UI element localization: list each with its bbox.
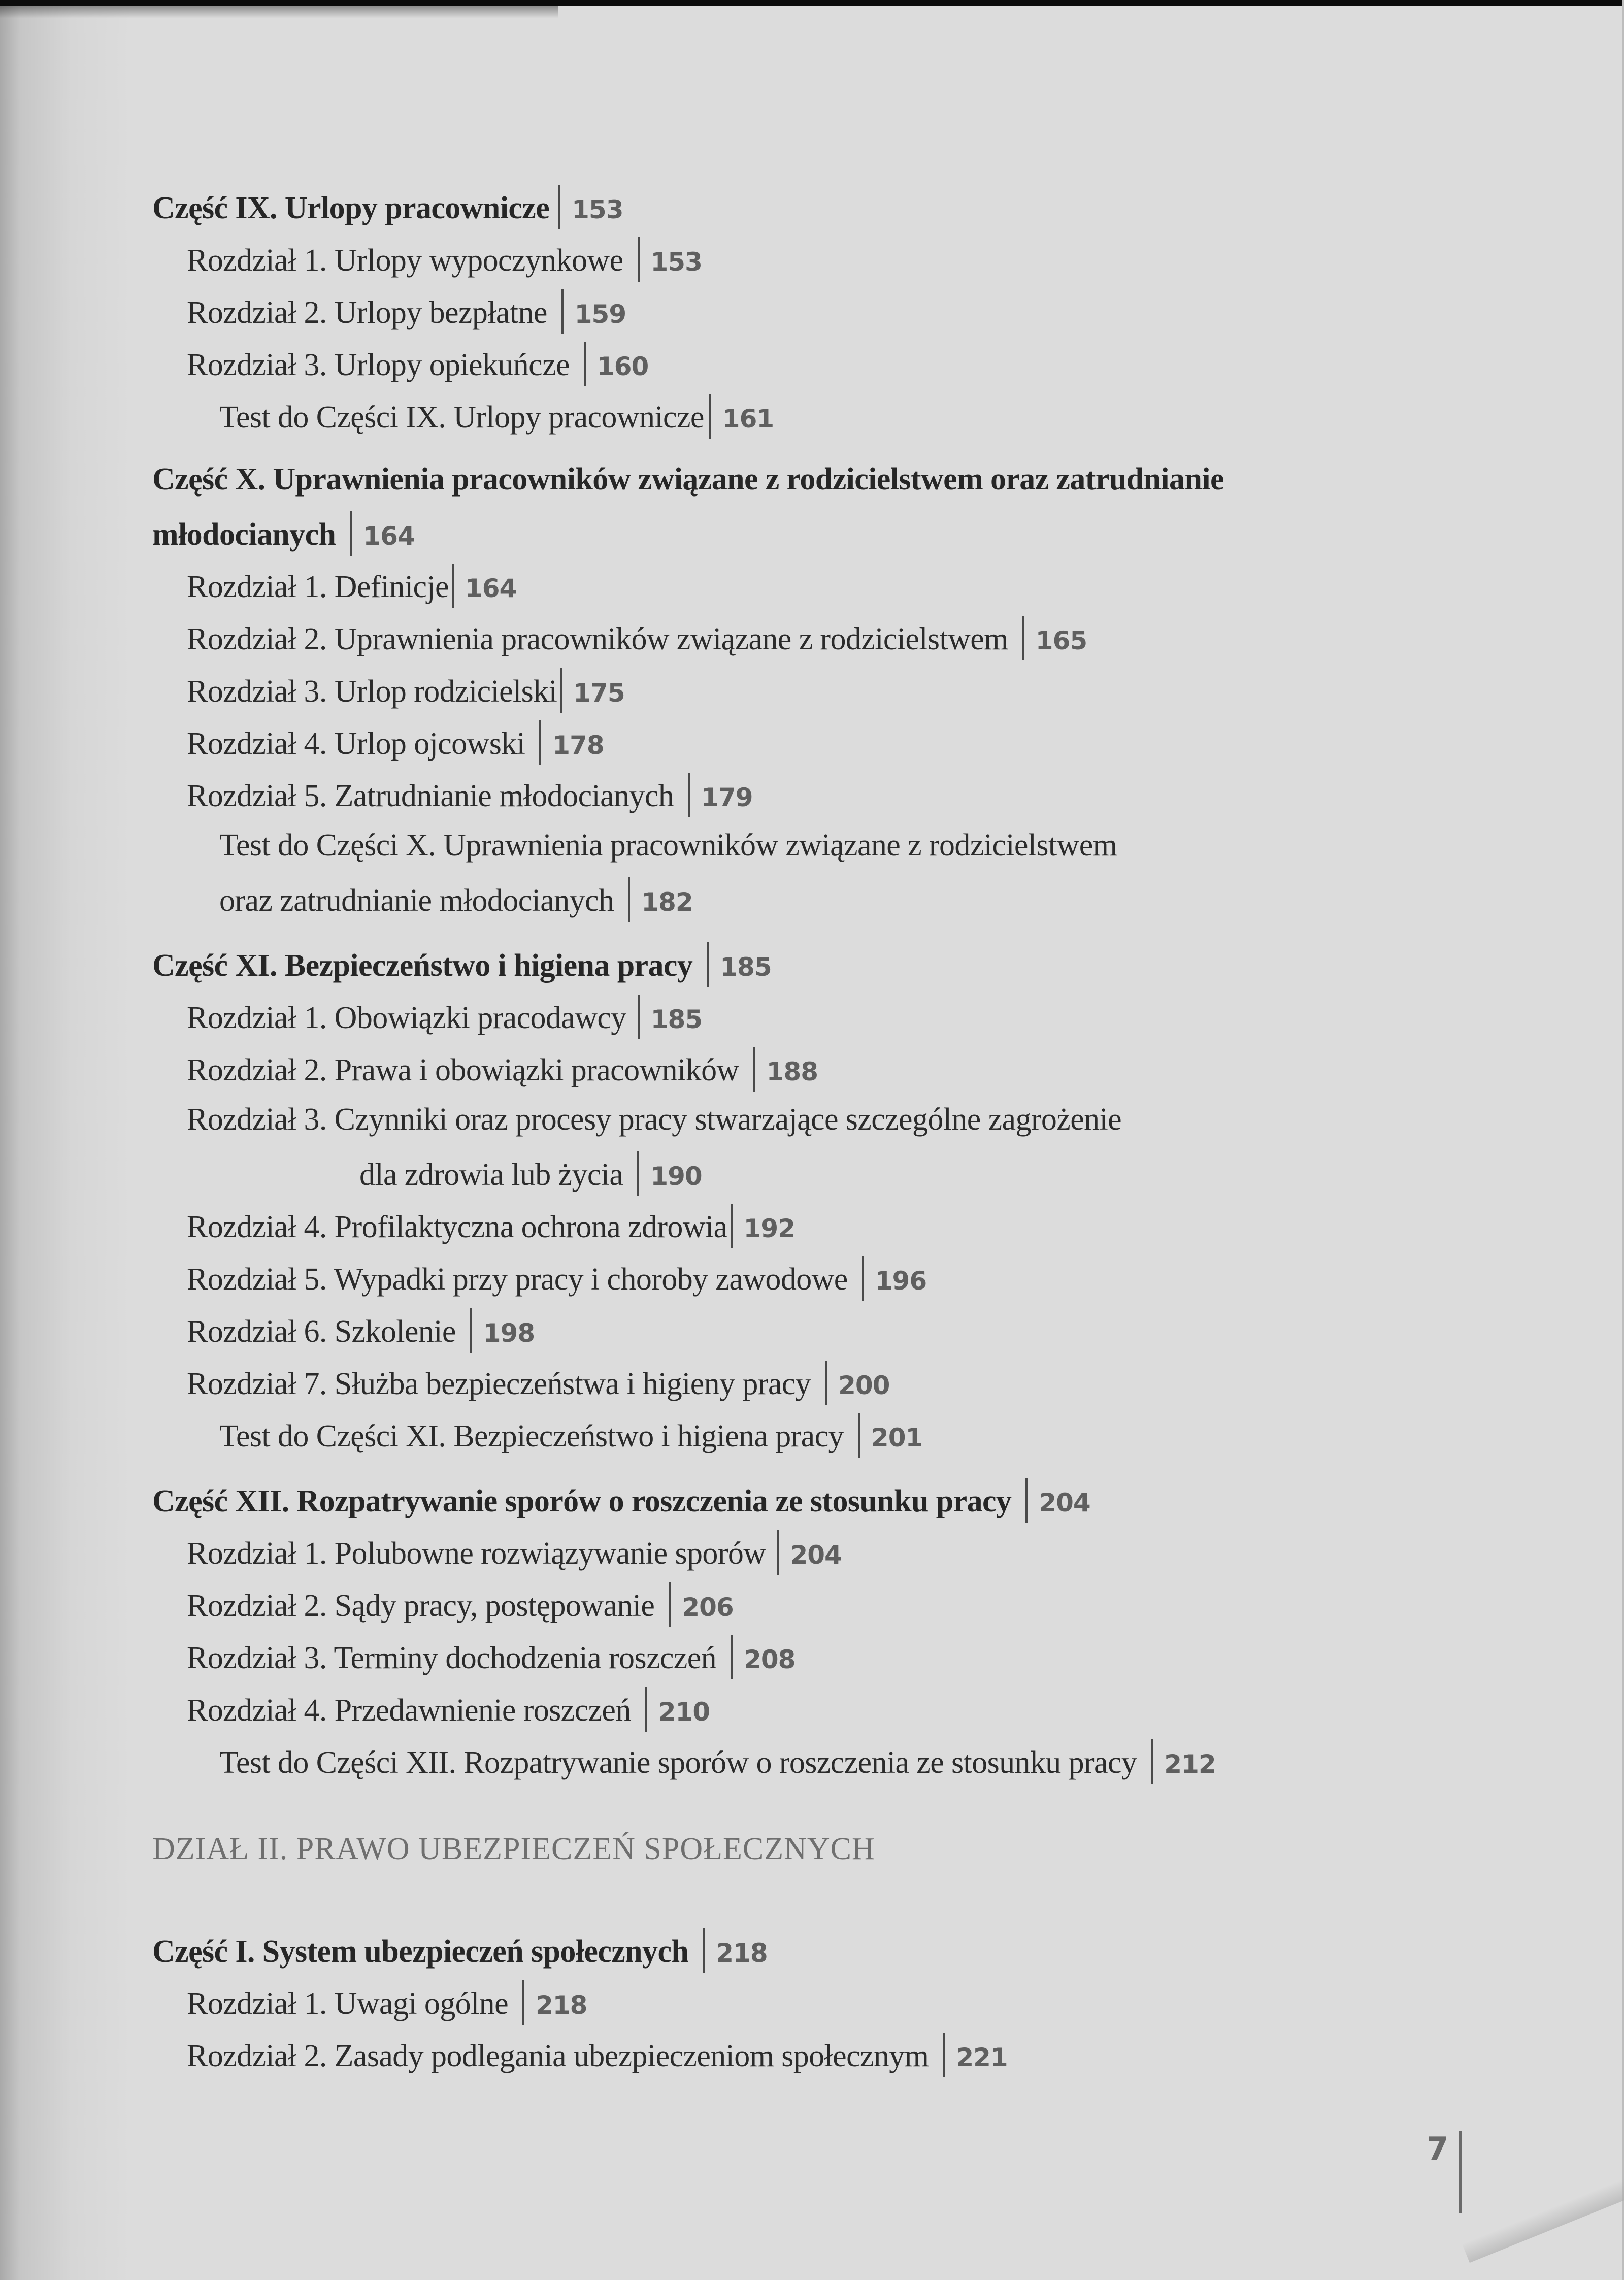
page-number: 165 [1035,626,1087,655]
chapter-title: Rozdział 3. Urlopy opiekuńcze [187,348,570,382]
toc-test[interactable] [219,394,774,439]
page-number: 206 [682,1593,734,1622]
page-number: 212 [1164,1749,1216,1779]
separator-bar [522,1980,524,2025]
chapter-title: Rozdział 4. Przedawnienie roszczeń [187,1693,631,1728]
chapter-title: Rozdział 5. Zatrudnianie młodocianych [187,779,674,813]
chapter-title: Rozdział 3. Terminy dochodzenia roszczeń [187,1641,717,1675]
page-number: 159 [574,300,626,329]
page-number: 161 [722,404,774,434]
toc-chapter[interactable] [187,564,516,609]
toc-part-heading[interactable] [152,1478,1090,1523]
chapter-title: Rozdział 2. Prawa i obowiązki pracowników [187,1053,739,1087]
toc-chapter[interactable] [187,1980,587,2026]
part-title: Część XII. Rozpatrywanie sporów o roszczenia ze stosunku pracy [152,1484,1012,1518]
page-number: 185 [650,1005,703,1034]
separator-bar [858,1413,860,1458]
toc-division-heading[interactable] [152,1829,875,1869]
separator-bar [645,1687,647,1732]
folio-rule [1459,2131,1462,2213]
page-number: 185 [720,952,772,982]
toc-part-heading-continued[interactable] [152,511,415,556]
chapter-title: Rozdział 3. Urlop rodzicielski [187,674,557,709]
toc-chapter[interactable] [187,720,604,766]
page-number: 208 [744,1645,796,1674]
part-title: Część I. System ubezpieczeń społecznych [152,1934,689,1969]
test-title: Test do Części IX. Urlopy pracownicze [219,400,704,435]
page-number: 182 [641,887,693,917]
page-number: 201 [871,1423,923,1452]
folio-page-number: 7 [1427,2130,1449,2167]
page-number: 164 [465,574,517,603]
chapter-title: Rozdział 1. Definicje [187,570,449,604]
page-number: 204 [1039,1488,1090,1517]
separator-bar [731,1204,733,1248]
page-number: 178 [552,731,604,760]
test-title: Test do Części XII. Rozpatrywanie sporów o roszczenia ze stosunku pracy [219,1745,1137,1780]
separator-bar [637,1151,639,1196]
chapter-title: Rozdział 7. Służba bezpieczeństwa i higieny pracy [187,1367,811,1401]
toc-test[interactable] [219,1413,922,1458]
test-title-line1: Test do Części X. Uprawnienia pracowników związane z rodzicielstwem [219,828,1117,863]
chapter-title-line1: Rozdział 3. Czynniki oraz procesy pracy stwarzające szczególne zagrożenie [187,1102,1122,1137]
page-number: 190 [650,1162,702,1191]
division-title: DZIAŁ II. PRAWO UBEZPIECZEŃ SPOŁECZNYCH [152,1832,875,1866]
page-number: 153 [572,195,623,224]
page-number: 196 [875,1266,927,1296]
page-number: 175 [573,678,625,708]
separator-bar [688,773,690,817]
chapter-title: Rozdział 2. Zasady podlegania ubezpieczeniom społecznym [187,2039,929,2073]
scan-top-edge [0,0,1624,6]
toc-chapter[interactable] [187,995,702,1040]
separator-bar [539,720,541,765]
page-number: 218 [536,1991,587,2020]
toc-chapter[interactable] [187,1256,926,1301]
toc-chapter[interactable] [187,1530,842,1575]
chapter-title: Rozdział 2. Urlopy bezpłatne [187,295,547,330]
separator-bar [638,237,640,282]
separator-bar [753,1047,755,1092]
page-number: 164 [363,521,415,551]
page-number: 192 [743,1214,795,1243]
toc-chapter[interactable] [187,1099,1121,1140]
toc-test[interactable] [219,825,1117,866]
toc-chapter[interactable] [187,1582,734,1628]
part-title-line2: młodocianych [152,517,336,552]
separator-bar [470,1308,472,1353]
chapter-title: Rozdział 5. Wypadki przy pracy i choroby zawodowe [187,1262,848,1297]
part-title-line1: Część X. Uprawnienia pracowników związane z rodzicielstwem oraz zatrudnianie [152,462,1224,497]
separator-bar [638,995,640,1039]
test-title: Test do Części XI. Bezpieczeństwo i higiena pracy [219,1419,844,1453]
toc-chapter[interactable] [187,1204,795,1249]
part-title: Część XI. Bezpieczeństwo i higiena pracy [152,948,693,983]
page-number: 210 [658,1697,710,1727]
toc-chapter-continued[interactable] [359,1151,702,1197]
chapter-title-line2: dla zdrowia lub życia [359,1158,623,1192]
page-number: 221 [956,2043,1008,2072]
chapter-title: Rozdział 6. Szkolenie [187,1314,456,1349]
separator-bar [669,1582,671,1627]
toc-part-heading[interactable] [152,185,623,230]
page-number: 153 [650,247,702,277]
separator-bar [560,668,562,713]
separator-bar [825,1361,827,1405]
separator-bar [452,564,454,608]
chapter-title: Rozdział 1. Obowiązki pracodawcy [187,1001,626,1035]
toc-chapter[interactable] [187,616,1087,661]
toc-chapter[interactable] [187,1361,889,1406]
separator-bar [1022,616,1024,660]
separator-bar [350,511,352,556]
separator-bar [1151,1739,1153,1784]
page-number: 200 [838,1371,890,1400]
page-number: 218 [716,1938,768,1968]
separator-bar [703,1928,705,1973]
separator-bar [731,1635,733,1679]
toc-chapter[interactable] [187,1635,795,1680]
separator-bar [862,1256,864,1301]
page-number: 179 [701,783,753,812]
chapter-title: Rozdział 1. Uwagi ogólne [187,1987,508,2021]
separator-bar [707,942,709,987]
toc-chapter[interactable] [187,668,625,713]
separator-bar [558,185,560,229]
scan-shadow [0,6,558,18]
toc-chapter[interactable] [187,342,648,387]
chapter-title: Rozdział 4. Profilaktyczna ochrona zdrowia [187,1210,727,1244]
toc-part-heading[interactable] [152,1928,768,1973]
test-title-line2: oraz zatrudnianie młodocianych [219,883,614,918]
chapter-title: Rozdział 4. Urlop ojcowski [187,726,525,761]
toc-chapter[interactable] [187,2033,1008,2078]
page-number: 160 [596,352,649,381]
toc-chapter[interactable] [187,1687,710,1732]
toc-chapter[interactable] [187,1047,818,1092]
toc-test-continued[interactable] [219,877,693,922]
chapter-title: Rozdział 1. Polubowne rozwiązywanie sporów [187,1536,766,1571]
part-title: Część IX. Urlopy pracownicze [152,191,550,225]
page-number: 198 [483,1318,535,1348]
page-corner-fold [1462,2157,1624,2263]
separator-bar [584,342,586,386]
toc-chapter[interactable] [187,237,702,282]
separator-bar [561,289,564,334]
toc-part-heading[interactable] [152,459,1224,500]
separator-bar [943,2033,945,2077]
toc-test[interactable] [219,1739,1216,1785]
chapter-title: Rozdział 1. Urlopy wypoczynkowe [187,243,623,278]
page-number: 204 [790,1540,842,1570]
toc-chapter[interactable] [187,773,753,818]
toc-chapter[interactable] [187,289,626,335]
separator-bar [777,1530,779,1575]
separator-bar [628,877,630,922]
chapter-title: Rozdział 2. Sądy pracy, postępowanie [187,1589,655,1623]
page-number: 188 [766,1057,818,1086]
toc-chapter[interactable] [187,1308,535,1353]
separator-bar [1025,1478,1028,1523]
toc-part-heading[interactable] [152,942,772,987]
separator-bar [709,394,711,439]
chapter-title: Rozdział 2. Uprawnienia pracowników związane z rodzicielstwem [187,622,1008,656]
